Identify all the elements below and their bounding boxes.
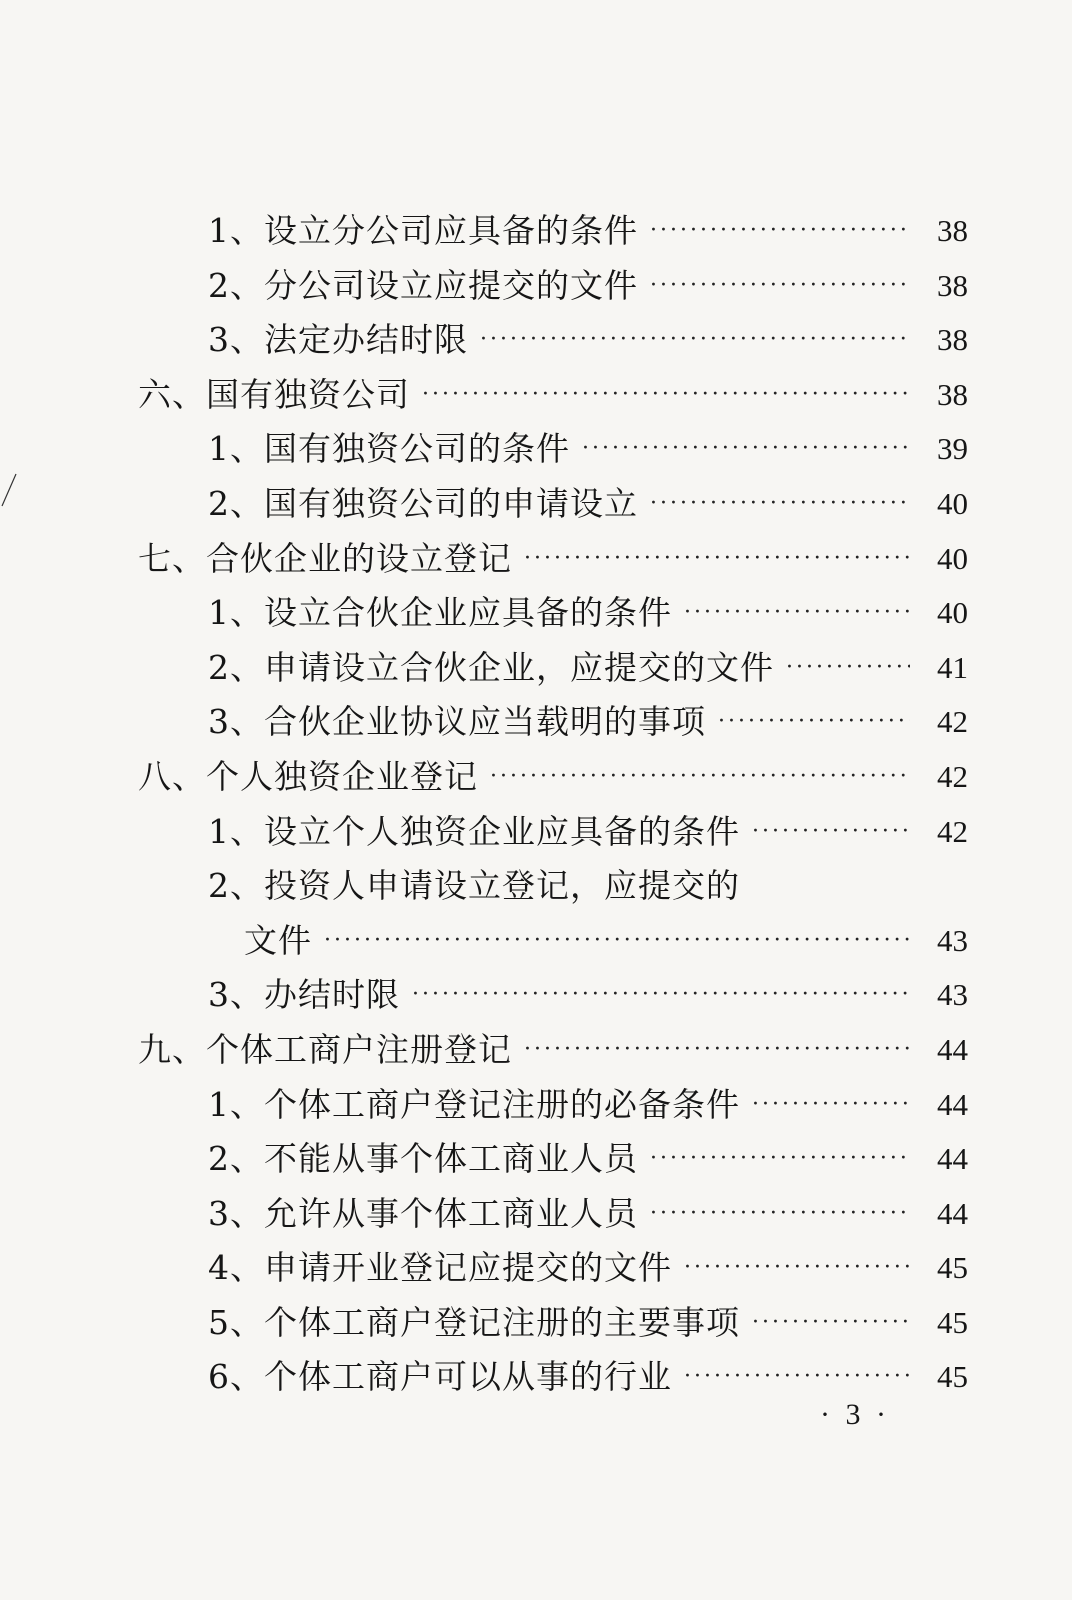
toc-section-title: 八、个人独资企业登记 bbox=[138, 756, 478, 796]
dot-leader bbox=[422, 368, 910, 423]
toc-page-number: 44 bbox=[937, 1031, 968, 1067]
toc-entry bbox=[138, 586, 968, 641]
toc-entry-title: 2、国有独资公司的申请设立 bbox=[208, 483, 638, 523]
toc-page-number: 38 bbox=[937, 322, 968, 358]
dot-leader bbox=[752, 1078, 910, 1133]
pen-mark bbox=[0, 470, 18, 510]
toc-entry bbox=[138, 313, 968, 368]
page-footer-number: · 3 · bbox=[820, 1398, 890, 1431]
dot-leader bbox=[684, 586, 910, 641]
dot-leader bbox=[650, 1187, 910, 1242]
toc-entry bbox=[138, 1132, 968, 1187]
toc-entry bbox=[138, 695, 968, 750]
toc-entry-title: 3、法定办结时限 bbox=[208, 320, 468, 360]
toc-section bbox=[138, 750, 968, 805]
toc-entry-title: 3、允许从事个体工商业人员 bbox=[208, 1193, 638, 1233]
toc-page-number: 39 bbox=[937, 431, 968, 467]
toc-entry-continuation bbox=[138, 914, 968, 969]
toc-section-title: 七、合伙企业的设立登记 bbox=[138, 538, 512, 578]
toc-entry bbox=[138, 204, 968, 259]
toc-entry-title: 2、不能从事个体工商业人员 bbox=[208, 1139, 638, 1179]
dot-leader bbox=[650, 259, 910, 314]
toc-page-number: 43 bbox=[937, 977, 968, 1013]
toc-entry bbox=[138, 1296, 968, 1351]
toc-page-number: 45 bbox=[937, 1359, 968, 1395]
toc-entry-title: 1、设立个人独资企业应具备的条件 bbox=[208, 811, 740, 851]
dot-leader bbox=[650, 1132, 910, 1187]
toc-page-number: 44 bbox=[937, 1141, 968, 1177]
toc-page-number: 44 bbox=[937, 1086, 968, 1122]
toc-entry-title: 1、国有独资公司的条件 bbox=[208, 429, 570, 469]
dot-leader bbox=[582, 422, 910, 477]
toc-page-number: 40 bbox=[937, 540, 968, 576]
toc-page-number: 42 bbox=[937, 813, 968, 849]
dot-leader bbox=[480, 313, 910, 368]
dot-leader bbox=[684, 1241, 910, 1296]
toc-entry-title: 3、合伙企业协议应当载明的事项 bbox=[208, 702, 706, 742]
toc-entry-title: 1、个体工商户登记注册的必备条件 bbox=[208, 1084, 740, 1124]
toc-page-number: 43 bbox=[937, 922, 968, 958]
toc-entry-title: 文件 bbox=[244, 920, 312, 960]
toc-page-number: 42 bbox=[937, 704, 968, 740]
dot-leader bbox=[324, 914, 910, 969]
dot-leader bbox=[786, 641, 910, 696]
toc-entry bbox=[138, 805, 968, 860]
toc-page-number: 38 bbox=[937, 267, 968, 303]
toc-entry-title: 6、个体工商户可以从事的行业 bbox=[208, 1357, 672, 1397]
toc-entry bbox=[138, 1241, 968, 1296]
toc-entry bbox=[138, 477, 968, 532]
toc-page-number: 42 bbox=[937, 758, 968, 794]
toc-entry-title: 5、个体工商户登记注册的主要事项 bbox=[208, 1302, 740, 1342]
toc-entry-title: 3、办结时限 bbox=[208, 975, 400, 1015]
toc-page-number: 45 bbox=[937, 1250, 968, 1286]
toc-section bbox=[138, 532, 968, 587]
dot-leader bbox=[684, 1350, 910, 1405]
dot-leader bbox=[718, 695, 910, 750]
toc-section-title: 六、国有独资公司 bbox=[138, 374, 410, 414]
dot-leader bbox=[412, 968, 910, 1023]
toc-page-number: 41 bbox=[937, 649, 968, 685]
toc-entry bbox=[138, 422, 968, 477]
dot-leader bbox=[524, 532, 910, 587]
toc-entry-title: 4、申请开业登记应提交的文件 bbox=[208, 1248, 672, 1288]
toc-page-number: 38 bbox=[937, 213, 968, 248]
table-of-contents bbox=[138, 204, 968, 1405]
toc-page-number: 40 bbox=[937, 485, 968, 521]
toc-entry-title: 2、分公司设立应提交的文件 bbox=[208, 265, 638, 305]
toc-page-number: 45 bbox=[937, 1304, 968, 1340]
toc-entry-title: 1、设立分公司应具备的条件 bbox=[208, 211, 638, 250]
toc-entry bbox=[138, 641, 968, 696]
dot-leader bbox=[650, 477, 910, 532]
dot-leader bbox=[650, 204, 910, 259]
toc-entry-title: 1、设立合伙企业应具备的条件 bbox=[208, 593, 672, 633]
dot-leader bbox=[490, 750, 910, 805]
toc-entry bbox=[138, 1350, 968, 1405]
toc-entry bbox=[138, 968, 968, 1023]
dot-leader bbox=[752, 1296, 910, 1351]
toc-page-number: 44 bbox=[937, 1195, 968, 1231]
dot-leader bbox=[752, 805, 910, 860]
toc-entry bbox=[138, 259, 968, 314]
toc-page-number: 40 bbox=[937, 595, 968, 631]
toc-entry-title: 2、申请设立合伙企业，应提交的文件 bbox=[208, 647, 774, 687]
dot-leader bbox=[524, 1023, 910, 1078]
toc-section bbox=[138, 368, 968, 423]
toc-entry bbox=[138, 859, 968, 914]
toc-entry-title: 2、投资人申请设立登记，应提交的 bbox=[208, 866, 740, 906]
toc-entry bbox=[138, 1078, 968, 1133]
toc-page-number: 38 bbox=[937, 376, 968, 412]
toc-section bbox=[138, 1023, 968, 1078]
toc-entry bbox=[138, 1187, 968, 1242]
toc-section-title: 九、个体工商户注册登记 bbox=[138, 1029, 512, 1069]
